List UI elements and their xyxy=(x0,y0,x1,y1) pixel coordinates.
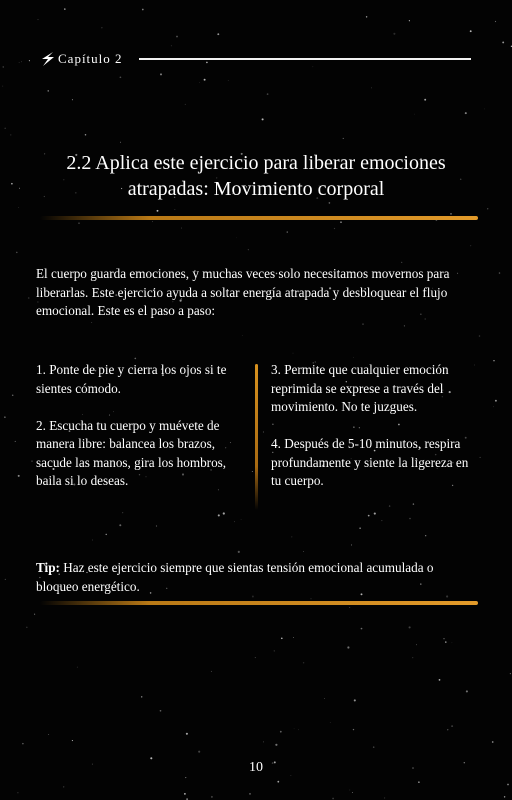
star-dot xyxy=(412,657,413,658)
star-dot xyxy=(499,272,501,274)
star-dot xyxy=(263,432,264,433)
star-dot xyxy=(371,88,372,89)
star-dot xyxy=(466,690,468,692)
star-dot xyxy=(293,353,294,354)
star-dot xyxy=(332,798,334,800)
star-dot xyxy=(404,325,405,326)
star-dot xyxy=(361,628,363,630)
star-dot xyxy=(19,62,20,63)
star-dot xyxy=(101,27,102,28)
star-dot xyxy=(343,138,344,139)
star-dot xyxy=(507,784,509,786)
star-dot xyxy=(34,614,35,615)
star-dot xyxy=(275,744,277,746)
star-dot xyxy=(504,796,505,797)
star-dot xyxy=(152,221,153,222)
star-dot xyxy=(119,524,121,526)
star-dot xyxy=(12,394,14,396)
star-dot xyxy=(22,743,24,745)
star-dot xyxy=(204,79,206,81)
tip-text: Haz este ejercicio siempre que sientas tensión emocional acumulada o bloqueo energético. xyxy=(36,560,434,594)
star-dot xyxy=(479,335,481,337)
star-dot xyxy=(267,93,269,95)
star-dot xyxy=(287,232,288,233)
step-item: 4. Después de 5-10 minutos, respira profundamente y siente la ligereza en tu cuerpo. xyxy=(271,436,469,488)
star-dot xyxy=(160,710,162,712)
star-dot xyxy=(19,188,20,189)
star-dot xyxy=(303,551,304,552)
star-dot xyxy=(242,335,243,336)
star-dot xyxy=(11,183,13,185)
star-dot xyxy=(409,518,411,520)
star-dot xyxy=(277,781,279,783)
star-dot xyxy=(211,796,213,798)
step-item: 1. Ponte de pie y cierra los ojos si te sientes cómodo. xyxy=(36,362,227,396)
star-dot xyxy=(228,80,229,81)
star-dot xyxy=(157,210,159,212)
star-dot xyxy=(72,740,73,741)
star-dot xyxy=(26,627,27,628)
star-dot xyxy=(4,416,6,418)
star-dot xyxy=(452,642,453,643)
star-dot xyxy=(347,646,349,648)
section-title xyxy=(40,150,472,202)
star-dot xyxy=(79,223,80,224)
star-dot xyxy=(340,221,342,223)
star-dot xyxy=(368,515,370,517)
chapter-header xyxy=(40,49,471,69)
star-dot xyxy=(48,734,49,735)
star-dot xyxy=(384,797,385,798)
star-dot xyxy=(274,650,275,651)
star-dot xyxy=(2,86,3,87)
star-dot xyxy=(175,209,176,210)
steps-left-column xyxy=(36,361,242,509)
star-dot xyxy=(120,142,121,143)
star-dot xyxy=(16,252,18,254)
star-dot xyxy=(329,202,331,204)
star-dot xyxy=(366,16,367,17)
star-dot xyxy=(176,36,178,38)
star-dot xyxy=(502,41,504,43)
star-dot xyxy=(414,114,415,115)
star-dot xyxy=(211,671,212,672)
star-dot xyxy=(362,323,364,325)
star-dot xyxy=(185,104,186,105)
steps-right-column xyxy=(271,361,477,509)
star-dot xyxy=(64,8,66,10)
star-dot xyxy=(156,525,157,526)
star-dot xyxy=(238,551,240,553)
star-dot xyxy=(262,118,264,120)
star-dot xyxy=(444,638,445,639)
header-divider xyxy=(139,58,471,60)
star-dot xyxy=(303,662,304,663)
star-dot xyxy=(424,99,426,101)
star-dot xyxy=(294,728,295,729)
star-dot xyxy=(281,637,283,639)
star-dot xyxy=(255,657,256,658)
star-dot xyxy=(353,729,354,730)
star-dot xyxy=(493,406,494,407)
star-dot xyxy=(106,534,107,535)
star-dot xyxy=(142,9,144,11)
title-underline xyxy=(40,216,478,220)
star-dot xyxy=(252,471,253,472)
star-dot xyxy=(470,245,471,246)
star-dot xyxy=(465,112,467,114)
star-dot xyxy=(330,722,331,723)
star-dot xyxy=(280,731,282,733)
star-dot xyxy=(401,262,402,263)
section-title-line-2: atrapadas: Movimiento corporal xyxy=(127,178,385,200)
star-dot xyxy=(484,109,485,110)
step-item: 2. Escucha tu cuerpo y muévete de manera libre: balancea los brazos, sacude las manos, gira los hombros, baila si lo deseas. xyxy=(36,417,227,488)
tip-label: Tip: xyxy=(36,560,60,575)
star-dot xyxy=(5,128,6,129)
star-dot xyxy=(352,792,353,793)
star-dot xyxy=(91,322,92,323)
star-dot xyxy=(28,297,30,299)
star-dot xyxy=(141,696,142,697)
page-number: 10 xyxy=(249,760,263,775)
star-dot xyxy=(223,512,225,514)
star-dot xyxy=(470,30,472,32)
star-dot xyxy=(351,544,352,545)
star-dot xyxy=(31,460,32,461)
star-dot xyxy=(291,536,292,537)
star-dot xyxy=(21,61,22,62)
star-dot xyxy=(495,400,497,402)
star-dot xyxy=(171,45,172,46)
star-dot xyxy=(249,793,250,794)
intro-paragraph: El cuerpo guarda emociones, y muchas veces solo necesitamos movernos para liberarlas. Este ejercicio ayuda a soltar energía atrapada y desbloquear el flujo emocional. Este es el paso a paso: xyxy=(36,266,450,318)
star-dot xyxy=(409,626,411,628)
star-dot xyxy=(393,33,395,35)
star-dot xyxy=(349,607,350,608)
star-dot xyxy=(134,358,136,360)
star-dot xyxy=(382,520,383,521)
star-dot xyxy=(181,228,182,229)
chapter-label: Capítulo 2 xyxy=(58,51,123,66)
star-dot xyxy=(447,729,448,730)
star-dot xyxy=(63,786,64,787)
star-dot xyxy=(248,249,249,250)
star-dot xyxy=(185,777,186,778)
star-dot xyxy=(409,20,410,21)
star-dot xyxy=(15,441,16,442)
star-dot xyxy=(373,746,375,748)
star-dot xyxy=(120,76,122,78)
star-dot xyxy=(10,134,11,135)
star-dot xyxy=(236,238,237,239)
star-dot xyxy=(487,208,488,209)
star-dot xyxy=(48,90,49,91)
star-dot xyxy=(418,781,420,783)
star-dot xyxy=(359,528,360,529)
star-dot xyxy=(450,213,451,214)
star-dot xyxy=(217,33,219,35)
tip-underline xyxy=(40,601,478,605)
tip-paragraph xyxy=(36,559,476,596)
feather-logo-icon xyxy=(40,51,54,67)
star-dot xyxy=(334,228,335,229)
star-dot xyxy=(17,792,18,793)
star-dot xyxy=(92,540,93,541)
star-dot xyxy=(310,598,311,599)
star-dot xyxy=(218,514,220,516)
star-dot xyxy=(374,513,376,515)
star-dot xyxy=(37,19,38,20)
star-dot xyxy=(199,82,200,83)
star-dot xyxy=(18,475,20,477)
star-dot xyxy=(298,729,299,730)
star-dot xyxy=(85,134,87,136)
star-dot xyxy=(416,644,417,645)
star-dot xyxy=(234,521,235,522)
star-dot xyxy=(18,207,19,208)
star-dot xyxy=(3,66,4,67)
star-dot xyxy=(241,519,242,520)
star-dot xyxy=(439,679,441,681)
star-dot xyxy=(72,99,73,100)
star-dot xyxy=(160,73,162,75)
star-dot xyxy=(425,535,426,536)
star-dot xyxy=(480,457,481,458)
star-dot xyxy=(184,793,186,795)
star-dot xyxy=(263,742,264,743)
star-dot xyxy=(198,751,200,753)
star-dot xyxy=(451,725,453,727)
star-dot xyxy=(353,357,354,358)
step-item: 3. Permite que cualquier emoción reprimida se exprese a través del movimiento. No te juzgues. xyxy=(271,362,449,414)
column-divider xyxy=(255,364,258,510)
star-dot xyxy=(510,673,511,674)
star-dot xyxy=(77,667,78,668)
star-dot xyxy=(492,741,494,743)
star-dot xyxy=(122,512,123,513)
star-dot xyxy=(445,641,446,642)
star-dot xyxy=(186,733,188,735)
star-dot xyxy=(354,699,356,701)
section-title-line-1: 2.2 Aplica este ejercicio para liberar emociones xyxy=(66,152,446,174)
star-dot xyxy=(5,579,6,580)
star-dot xyxy=(349,790,350,791)
star-dot xyxy=(324,698,325,699)
star-dot xyxy=(495,21,496,22)
star-dot xyxy=(493,360,494,361)
star-dot xyxy=(29,60,30,61)
star-dot xyxy=(293,637,294,638)
